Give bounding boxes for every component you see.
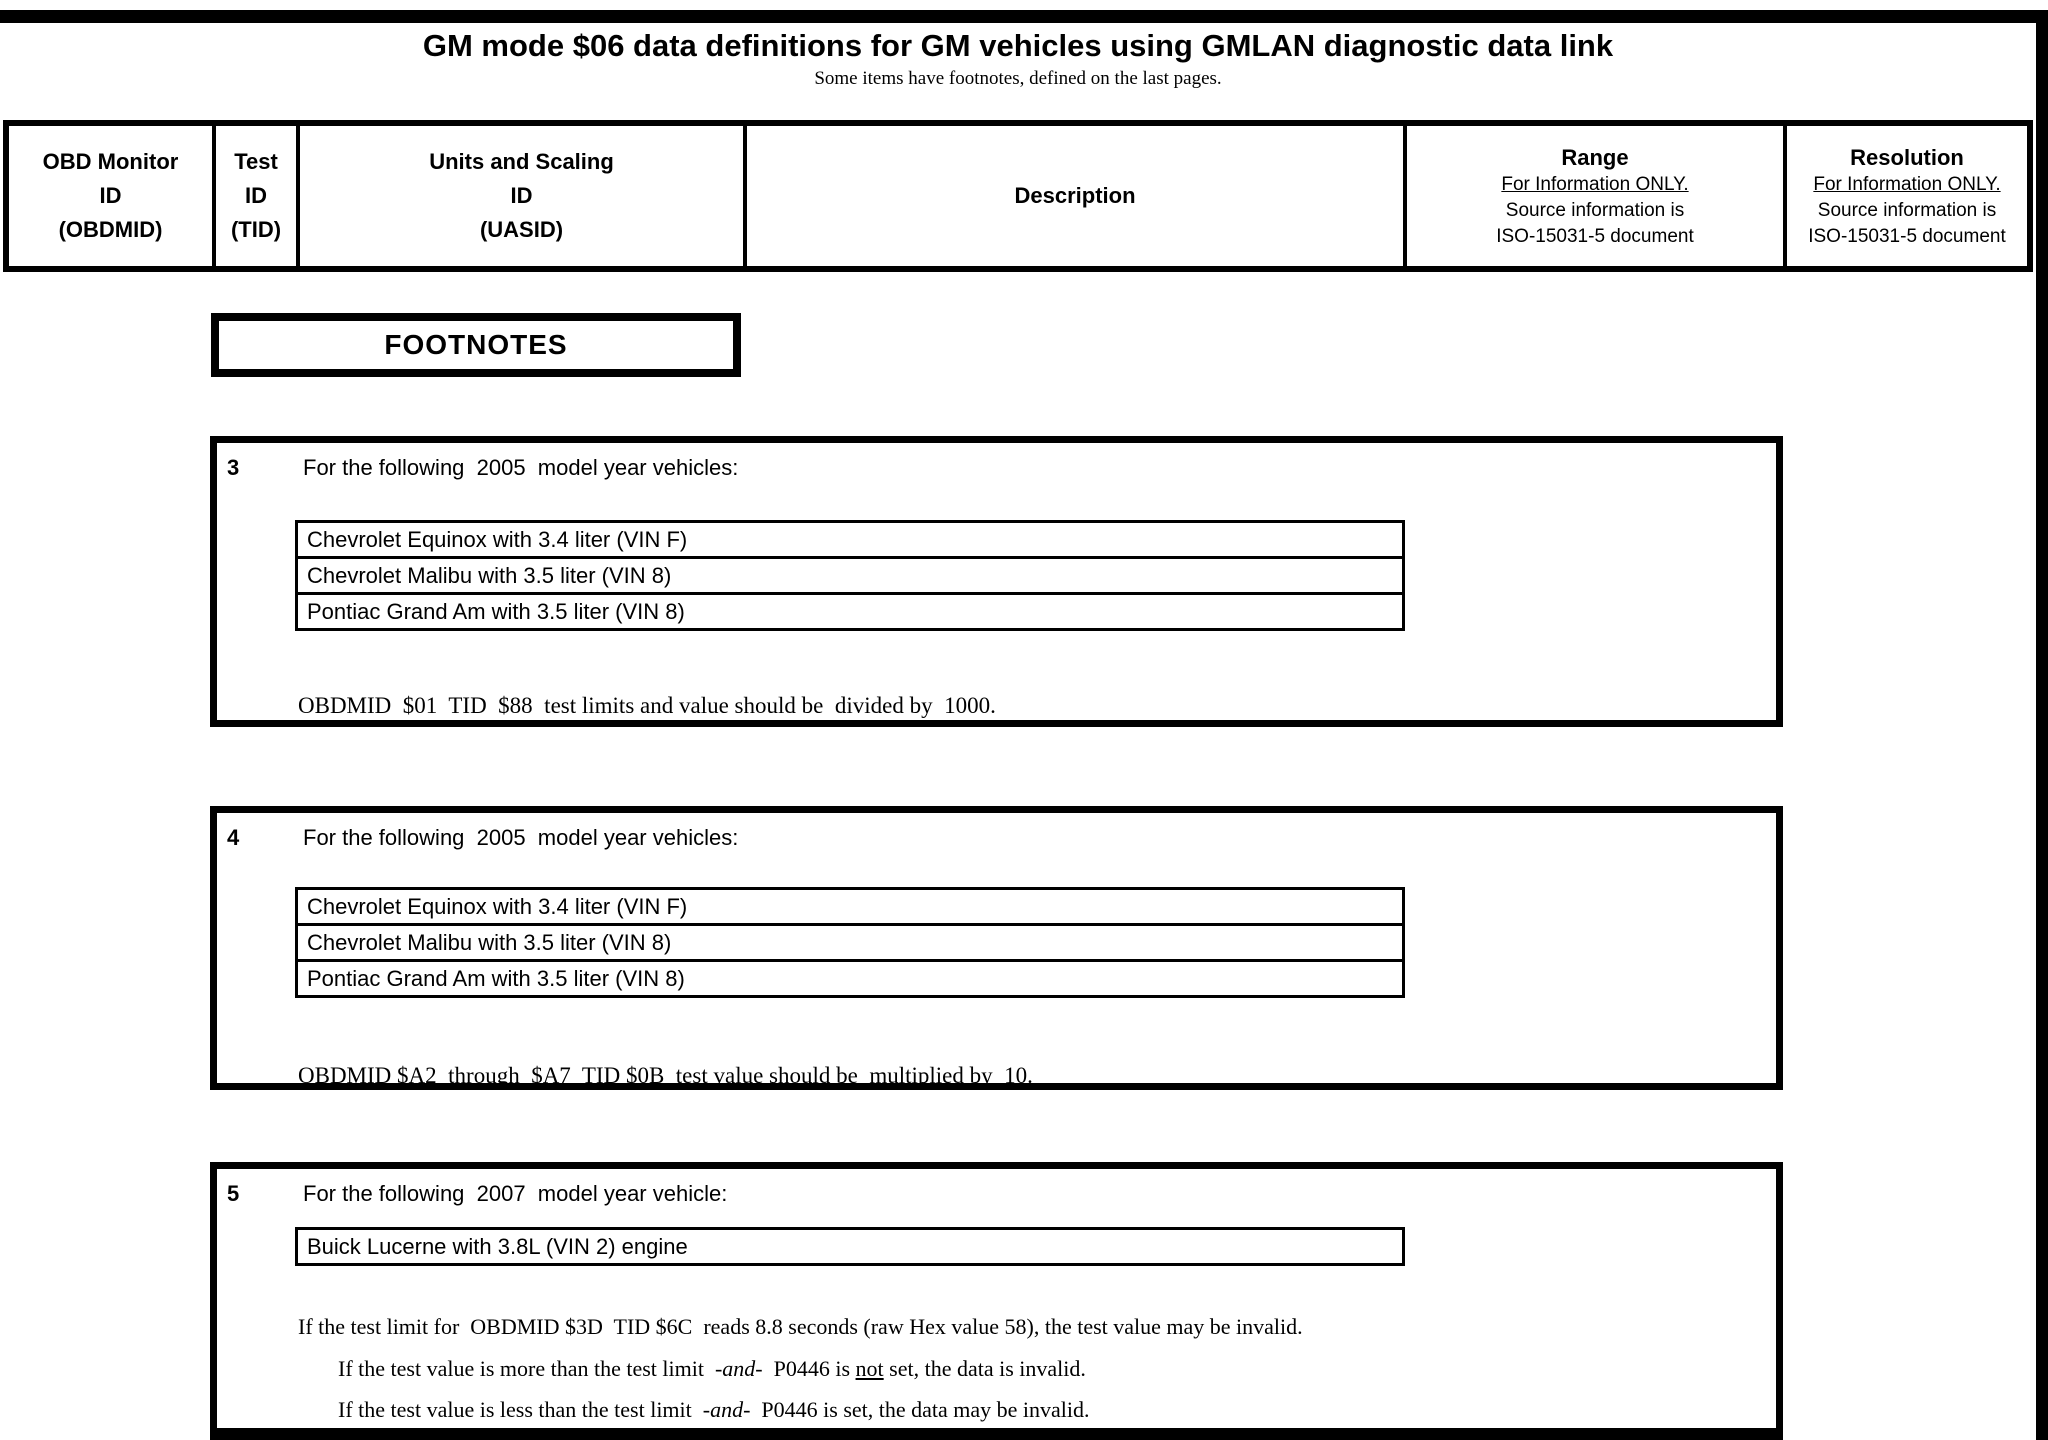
and-connector: -and-: [714, 1356, 763, 1381]
footnote-note: OBDMID $01 TID $88 test limits and value should be divided by 1000.: [298, 693, 996, 718]
page-title: GM mode $06 data definitions for GM vehicles using GMLAN diagnostic data link: [422, 28, 1614, 63]
column-header-resolution: [1787, 126, 2027, 266]
footnote-number: 3: [227, 455, 240, 480]
column-header-line: Test: [234, 149, 278, 174]
column-header-line: ID: [510, 183, 533, 208]
column-header-source-note: ISO-15031-5 document: [1808, 225, 2006, 247]
vehicle-label: Buick Lucerne with 3.8L (VIN 2) engine: [307, 1233, 688, 1259]
footnote-condition-line: [338, 1397, 1090, 1423]
column-header-source-note: ISO-15031-5 document: [1496, 225, 1694, 247]
vehicle-row: [295, 556, 1405, 595]
column-header-info-note: For Information ONLY.: [1501, 173, 1689, 195]
vehicle-label: Pontiac Grand Am with 3.5 liter (VIN 8): [307, 965, 685, 991]
column-header-line: (TID): [230, 217, 282, 242]
condition-text: P0446 is set, the data may be invalid.: [750, 1397, 1090, 1422]
vehicle-row: [295, 592, 1405, 631]
vehicle-row: [295, 1227, 1405, 1266]
emphasized-not: not: [855, 1356, 884, 1381]
vehicle-row: [295, 923, 1405, 962]
column-header-source-note: Source information is: [1505, 199, 1685, 221]
footnote-intro: For the following 2005 model year vehicles:: [303, 455, 739, 480]
column-header-line: Range: [1561, 144, 1629, 170]
definitions-table-header: [3, 120, 2033, 272]
column-header-line: Description: [1014, 183, 1136, 208]
column-header-source-note: Source information is: [1817, 199, 1997, 221]
footnote-intro: For the following 2007 model year vehicle:: [303, 1181, 728, 1206]
page-right-border: [2036, 10, 2048, 1440]
and-connector: -and-: [702, 1397, 751, 1422]
vehicle-label: Chevrolet Malibu with 3.5 liter (VIN 8): [307, 929, 672, 955]
footnote-3-box: [210, 436, 1783, 727]
footnotes-section-title: FOOTNOTES: [211, 313, 741, 377]
vehicle-list: [295, 887, 1405, 998]
vehicle-row: [295, 887, 1405, 926]
footnote-intro: For the following 2005 model year vehicles:: [303, 825, 739, 850]
footnote-number: 5: [227, 1181, 240, 1206]
vehicle-list: [295, 1227, 1405, 1266]
vehicle-row: [295, 959, 1405, 998]
condition-text: If the test value is more than the test limit: [338, 1356, 715, 1381]
vehicle-row: [295, 520, 1405, 559]
footnote-condition-line: [298, 1314, 1303, 1340]
condition-text: set, the data is invalid.: [883, 1356, 1086, 1381]
vehicle-label: Pontiac Grand Am with 3.5 liter (VIN 8): [307, 598, 685, 624]
column-header-line: ID: [99, 183, 122, 208]
page-top-border: [0, 10, 2048, 23]
vehicle-label: Chevrolet Equinox with 3.4 liter (VIN F): [307, 526, 688, 552]
column-header-description: [747, 126, 1407, 266]
column-header-line: OBD Monitor: [42, 149, 179, 174]
vehicle-list: [295, 520, 1405, 631]
column-header-info-note: For Information ONLY.: [1813, 173, 2001, 195]
condition-text: P0446 is: [762, 1356, 856, 1381]
condition-text: If the test limit for OBDMID $3D TID $6C reads 8.8 seconds (raw Hex value 58), the test value may be invalid.: [298, 1314, 1303, 1339]
footnote-4-box: [210, 806, 1783, 1090]
condition-text: If the test value is less than the test limit: [338, 1397, 703, 1422]
column-header-line: (OBDMID): [58, 217, 163, 242]
footnote-5-box: [210, 1162, 1783, 1440]
column-header-line: Resolution: [1850, 144, 1964, 170]
column-header-test-id: [216, 126, 300, 266]
column-header-line: Units and Scaling: [429, 149, 614, 174]
vehicle-label: Chevrolet Malibu with 3.5 liter (VIN 8): [307, 562, 672, 588]
footnote-number: 4: [227, 825, 240, 850]
vehicle-label: Chevrolet Equinox with 3.4 liter (VIN F): [307, 893, 688, 919]
footnote-note: OBDMID $A2 through $A7 TID $0B test value should be multiplied by 10.: [298, 1063, 1033, 1088]
page-subtitle: Some items have footnotes, defined on the last pages.: [814, 68, 1222, 89]
column-header-line: ID: [245, 183, 267, 208]
column-header-line: (UASID): [479, 217, 564, 242]
column-header-range: [1407, 126, 1787, 266]
column-header-obd-monitor-id: [9, 126, 216, 266]
footnote-condition-line: [338, 1356, 1086, 1382]
column-header-units-scaling-id: [300, 126, 747, 266]
